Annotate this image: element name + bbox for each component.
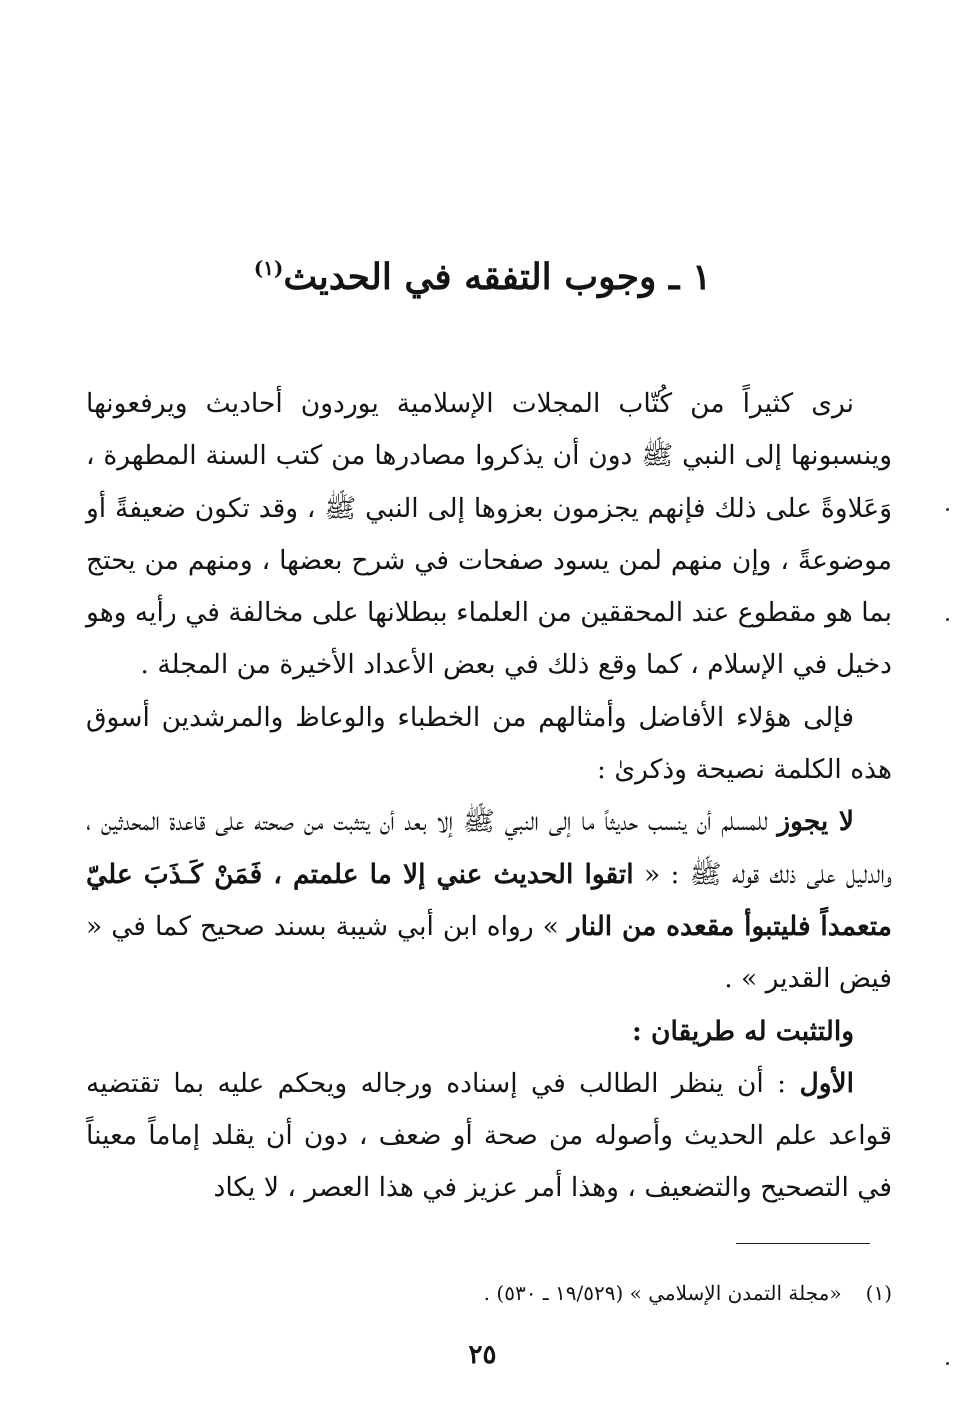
paragraph bbox=[86, 692, 892, 797]
paragraph bbox=[86, 1006, 892, 1058]
footnote-reference: (١) bbox=[253, 256, 284, 280]
text-run-bold: والتثبت له طريقان : bbox=[631, 1015, 854, 1047]
scan-speck bbox=[946, 1362, 949, 1365]
footnote-divider bbox=[736, 1243, 870, 1244]
footnote-text: «مجلة التمدن الإسلامي » (١٩/٥٢٩ ـ ٥٣٠) . bbox=[483, 1281, 842, 1305]
text-run: : أن ينظر الطالب في إسناده ورجاله ويحكم عليه بما تقتضيه قواعد علم الحديث وأصوله من صحة أو ضعف ، دون أن يقلد إماماً معيناً في التصحيح والتضعيف ، وهذا أمر عزيز في هذا العصر ، لا يكاد bbox=[86, 1067, 892, 1204]
chapter-title: ١ ـ وجوب التفقه في الحديث bbox=[283, 256, 712, 298]
text-run-bold: لا يجوز bbox=[777, 806, 854, 838]
paragraph bbox=[86, 378, 892, 692]
text-run: نرى كثيراً من كُتّاب المجلات الإسلامية يوردون أحاديث ويرفعونها وينسبونها إلى النبي ﷺ دون أن يذكروا مصادرها من كتب السنة المطهرة ، وَعَلاوةً على ذلك فإنهم يجزمون بعزوها إلى النبي ﷺ ، وقد تكون ضعيفةً أو موضوعةً ، وإن منهم لمن يسود صفحات في شرح بعضها ، ومنهم من يحتج بما هو مقطوع عند المحققين من العلماء ببطلانها على مخالفة في رأيه وهو دخيل في الإسلام ، كما وقع ذلك في بعض الأعداد الأخيرة من المجلة . bbox=[86, 388, 892, 681]
text-run-bold: الأول bbox=[799, 1067, 854, 1099]
footnote-mark: (١) bbox=[865, 1281, 892, 1305]
paragraph bbox=[86, 1058, 892, 1215]
scan-speck bbox=[946, 508, 949, 511]
text-run: للمسلم أن ينسب حديثاً ما إلى النبي ﷺ إلا بعد أن يتثبت من صحته على قاعدة المحدثين ، والدليل على ذلك قوله ﷺ : « bbox=[86, 806, 892, 890]
footnote bbox=[86, 1278, 892, 1308]
paragraph bbox=[86, 796, 892, 1005]
page-number: ٢٥ bbox=[468, 1340, 497, 1370]
chapter-heading bbox=[0, 238, 965, 307]
scan-speck bbox=[946, 618, 949, 621]
body-text bbox=[86, 378, 892, 1215]
text-run: » رواه ابن أبي شيبة بسند صحيح كما في « فيض القدير » . bbox=[86, 910, 892, 995]
text-run: فإلى هؤلاء الأفاضل وأمثالهم من الخطباء والوعاظ والمرشدين أسوق هذه الكلمة نصيحة وذكرىٰ : bbox=[86, 701, 892, 786]
hadith-quote: اتقوا الحديث عني إلا ما علمتم ، فَمَنْ كَـذَبَ عليّ متعمداً فليتبوأ مقعده من النار bbox=[86, 858, 892, 942]
